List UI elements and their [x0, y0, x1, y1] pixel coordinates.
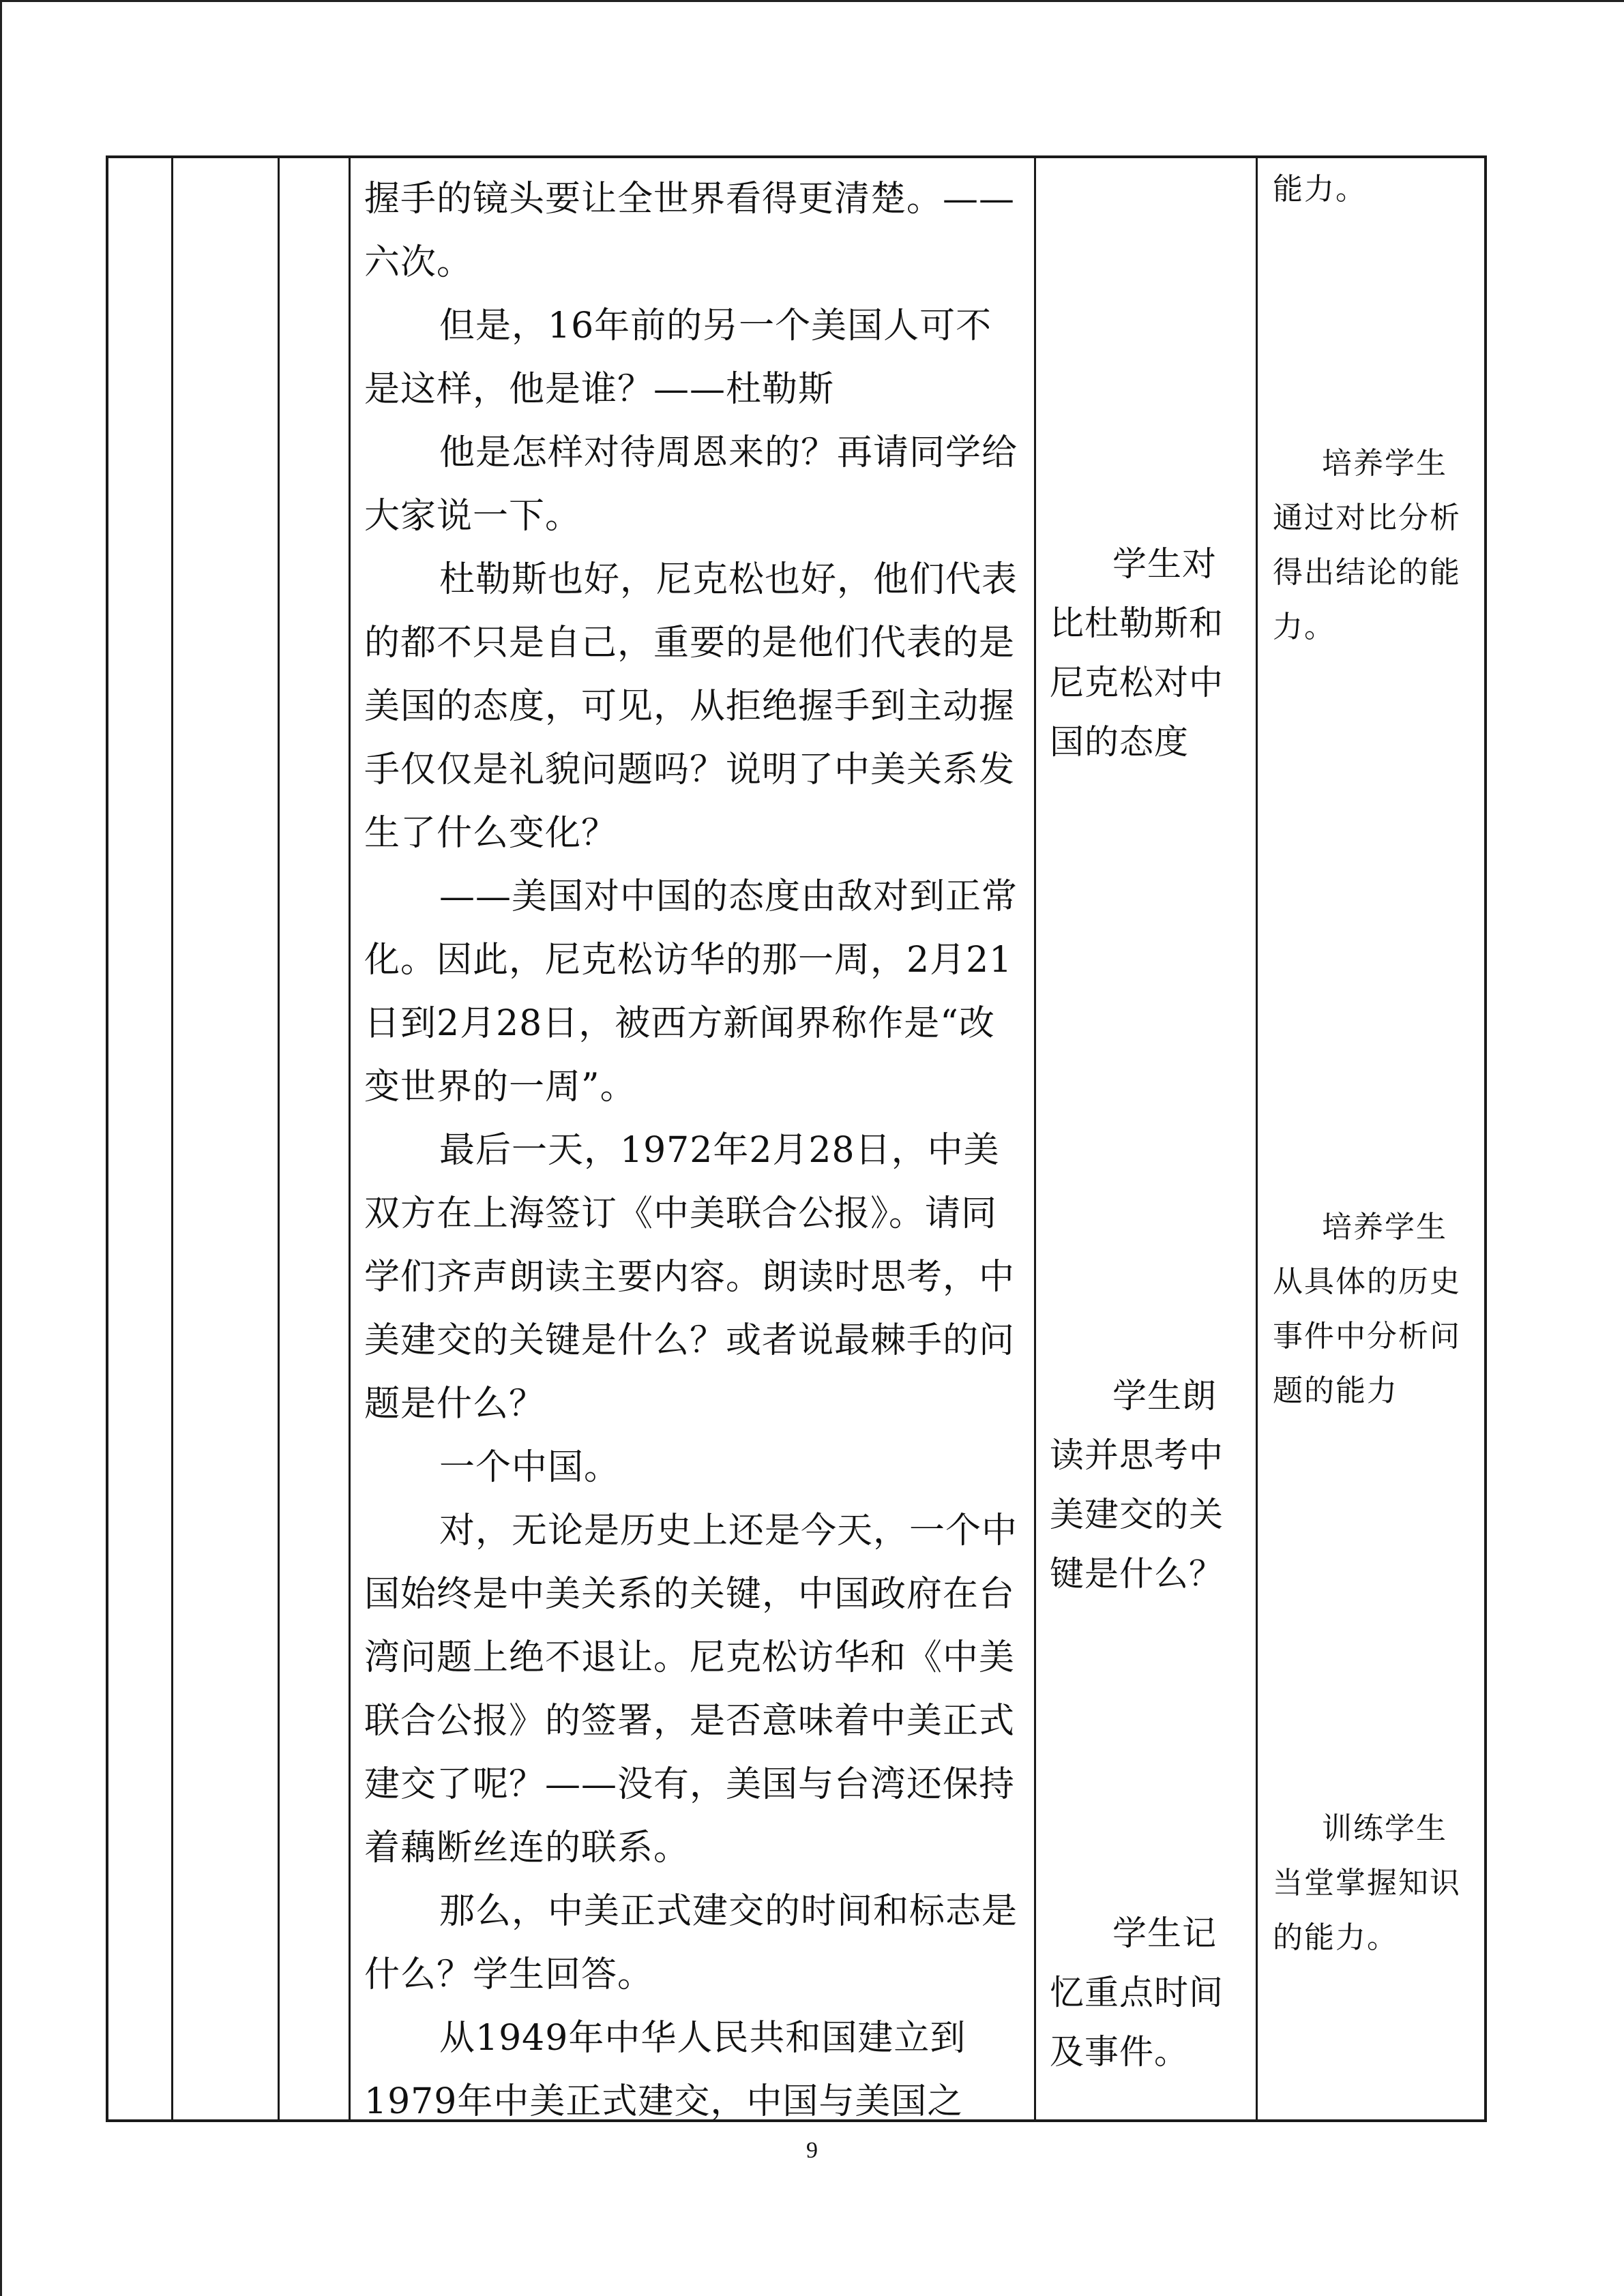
process-paragraph: 那么，中美正式建交的时间和标志是什么？学生回答。: [364, 1891, 1018, 1995]
process-paragraph: 一个中国。: [439, 1447, 621, 1488]
process-paragraph: 最后一天，1972年2月28日，中美双方在上海签订《中美联合公报》。请同学们齐声朗读主要内容。朗读时思考，中美建交的关键是什么？或者说最棘手的问题是什么？: [364, 1130, 1016, 1425]
page-number: 9: [806, 2138, 818, 2163]
process-paragraph: 对，无论是历史上还是今天，一个中国始终是中美关系的关键，中国政府在台湾问题上绝不退让。尼克松访华和《中美联合公报》的签署，是否意味着中美正式建交了呢？——没有，美国与台湾还保持着藕断丝连的联系。: [364, 1510, 1018, 1868]
student-activity-memorize: 学生记忆重点时间及事件。: [1050, 1913, 1224, 2072]
process-paragraph: 从1949年中华人民共和国建立到1979年中美正式建交，中国与美国之: [364, 2018, 966, 2122]
process-paragraph: 握手的镜头要让全世界看得更清楚。——六次。: [364, 179, 1016, 283]
page-left-border: [0, 0, 2, 2296]
student-activity-cell: [1036, 158, 1256, 2119]
page-top-border: [0, 0, 1624, 2]
student-activity-read: 学生朗读并思考中美建交的关键是什么？: [1050, 1376, 1224, 1594]
process-paragraph: ——美国对中国的态度由敌对到正常化。因此，尼克松访华的那一周，2月21日到2月28日，被西方新闻界称作是“改变世界的一周”。: [364, 876, 1018, 1107]
teaching-process-text: [364, 168, 1020, 2134]
process-paragraph: 杜勒斯也好，尼克松也好，他们代表的都不只是自己，重要的是他们代表的是美国的态度，可见，从拒绝握手到主动握手仅仅是礼貌问题吗？说明了中美关系发生了什么变化？: [364, 559, 1018, 854]
design-intent-compare: 培养学生通过对比分析得出结论的能力。: [1273, 446, 1461, 644]
process-paragraph: 但是，16年前的另一个美国人可不是这样，他是谁？——杜勒斯: [364, 305, 992, 410]
column-divider: [171, 158, 173, 2119]
design-intent-cell: [1258, 158, 1484, 2119]
student-activity-compare: 学生对比杜勒斯和尼克松对中国的态度: [1050, 544, 1224, 762]
teaching-process-cell: [351, 158, 1034, 2122]
design-intent-continued: 能力。: [1273, 172, 1367, 207]
lesson-plan-table: [106, 155, 1487, 2122]
column-divider: [278, 158, 280, 2119]
process-paragraph: 他是怎样对待周恩来的？再请同学给大家说一下。: [364, 432, 1018, 537]
design-intent-analyze: 培养学生从具体的历史事件中分析问题的能力: [1273, 1210, 1461, 1408]
design-intent-master: 训练学生当堂掌握知识的能力。: [1273, 1811, 1461, 1955]
